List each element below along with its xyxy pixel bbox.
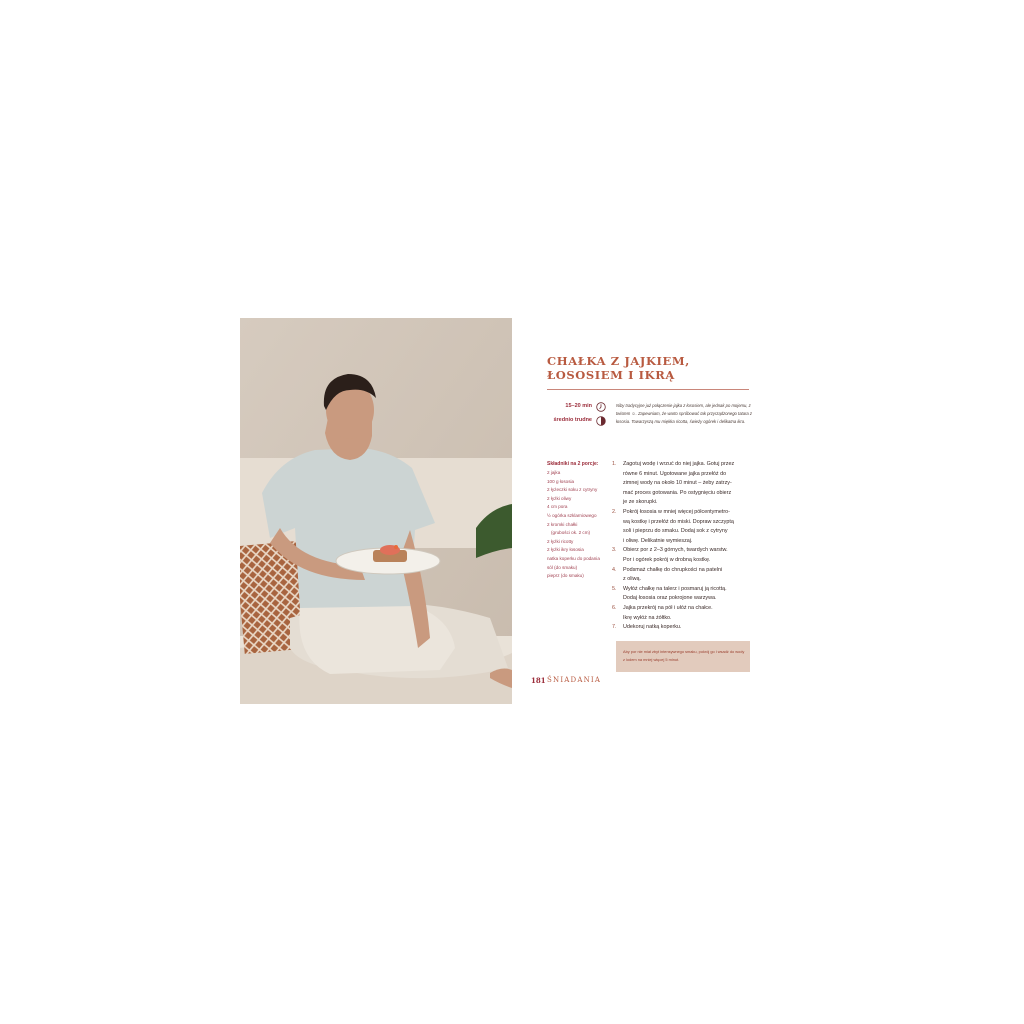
step-4	[612, 566, 757, 585]
step-line: i oliwę. Delikatnie wymieszaj.	[623, 537, 693, 544]
cover-photo	[240, 318, 512, 704]
page-number: 181	[531, 676, 546, 685]
ingredient-item: sól (do smaku)	[547, 564, 578, 570]
step-number: 7.	[612, 624, 617, 631]
step-line: zimnej wody na około 10 minut – żeby zatrzy-	[623, 480, 732, 487]
step-line: Dodaj łososia oraz pokrojone warzywa.	[623, 595, 717, 602]
steps-list	[612, 460, 757, 633]
step-number: 5.	[612, 585, 617, 592]
step-number: 3.	[612, 547, 617, 554]
man-with-plate-photo	[240, 318, 512, 704]
step-line: równe 6 minut. Ugotowane jajka przełóż do	[623, 470, 727, 477]
ingredients-list	[547, 469, 619, 581]
ingredient-item: natka koperku do podania	[547, 555, 600, 561]
ingredient-item: ½ ogórka szklarniowego	[547, 512, 597, 518]
ingredient-item: 2 kromki chałki	[547, 521, 578, 527]
ingredient-item: 2 łyżki oliwy	[547, 495, 572, 501]
step-line: wą kostkę i przełóż do miski. Dopraw szczyptą	[623, 518, 734, 525]
step-line: Jajka przekrój na pół i ułóż na chałce.	[623, 604, 713, 611]
step-line: soli i pieprzu do smaku. Dodaj sok z cytryny	[623, 528, 728, 535]
difficulty-level: średnio trudne	[553, 417, 592, 423]
step-line: Zagotuj wodę i wrzuć do niej jajka. Gotuj przez	[623, 461, 735, 467]
ingredient-item: 2 łyżki ricotty	[547, 538, 574, 544]
step-line: Obierz por z 2–3 górnych, twardych warstw.	[623, 547, 728, 554]
step-6	[612, 604, 757, 623]
step-line: z oliwą.	[623, 576, 641, 583]
half-circle-icon	[596, 416, 606, 426]
recipe-title	[547, 354, 767, 382]
title-divider	[547, 389, 749, 390]
recipe-intro: Niby tradycyjne już połączenie jajka z łososiem, ale jednak po mojemu, z twistem ☺. Zapewniam, że warto spróbować tak przyrządzonego tatara z łososia. Towarzyszą mu miękka ricotta, świeży ogórek i delikatna ikra.	[616, 403, 753, 424]
recipe-page	[512, 318, 784, 704]
step-7	[612, 623, 757, 633]
recipe-title-line-2: ŁOSOSIEM I IKRĄ	[547, 368, 675, 382]
tip-box	[616, 641, 750, 672]
recipe-title-line-1: CHAŁKA Z JAJKIEM,	[547, 354, 690, 368]
step-line: Wyłóż chałkę na talerz i posmaruj ją ricottą.	[623, 585, 727, 592]
step-line: Udekoruj natką koperku.	[623, 624, 682, 631]
ingredient-item: 4 cm pora	[547, 504, 568, 510]
clock-icon	[596, 402, 606, 412]
step-number: 6.	[612, 604, 617, 611]
tip-text: Aby por nie miał zbyt intensywnego smaku, pokrój go i wsadź do wody z lodem na mniej więcej 5 minut.	[623, 649, 745, 662]
step-line: Pokrój łososia w mniej więcej półcentymetro-	[623, 508, 730, 515]
step-5	[612, 585, 757, 604]
section-title: ŚNIADANIA	[547, 676, 602, 684]
step-1	[612, 460, 757, 508]
ingredients-header: Składniki na 2 porcje:	[547, 461, 599, 467]
ingredient-item: 2 łyżki ikry łososia	[547, 547, 584, 553]
ingredient-item: 2 jajka	[547, 470, 561, 475]
ingredient-item: 2 łyżeczki soku z cytryny	[547, 487, 598, 493]
step-number: 2.	[612, 508, 617, 515]
ingredient-item: 100 g łososia	[547, 478, 575, 484]
step-number: 4.	[612, 566, 617, 573]
step-number: 1.	[612, 461, 617, 467]
step-line: Ikrę wyłóż na żółtko.	[623, 614, 672, 621]
step-line: je ze skorupki.	[623, 499, 658, 506]
step-3	[612, 546, 757, 565]
prep-time: 15–20 min	[565, 403, 592, 409]
step-line: Podsmaż chałkę do chrupkości na patelni	[623, 566, 723, 573]
step-line: mać proces gotowania. Po ostygnięciu obierz	[623, 489, 732, 496]
ingredient-item: pieprz (do smaku)	[547, 573, 584, 579]
ingredient-item: (grubości ok. 2 cm)	[551, 530, 591, 536]
step-2	[612, 508, 757, 546]
step-line: Por i ogórek pokrój w drobną kostkę.	[623, 556, 711, 563]
